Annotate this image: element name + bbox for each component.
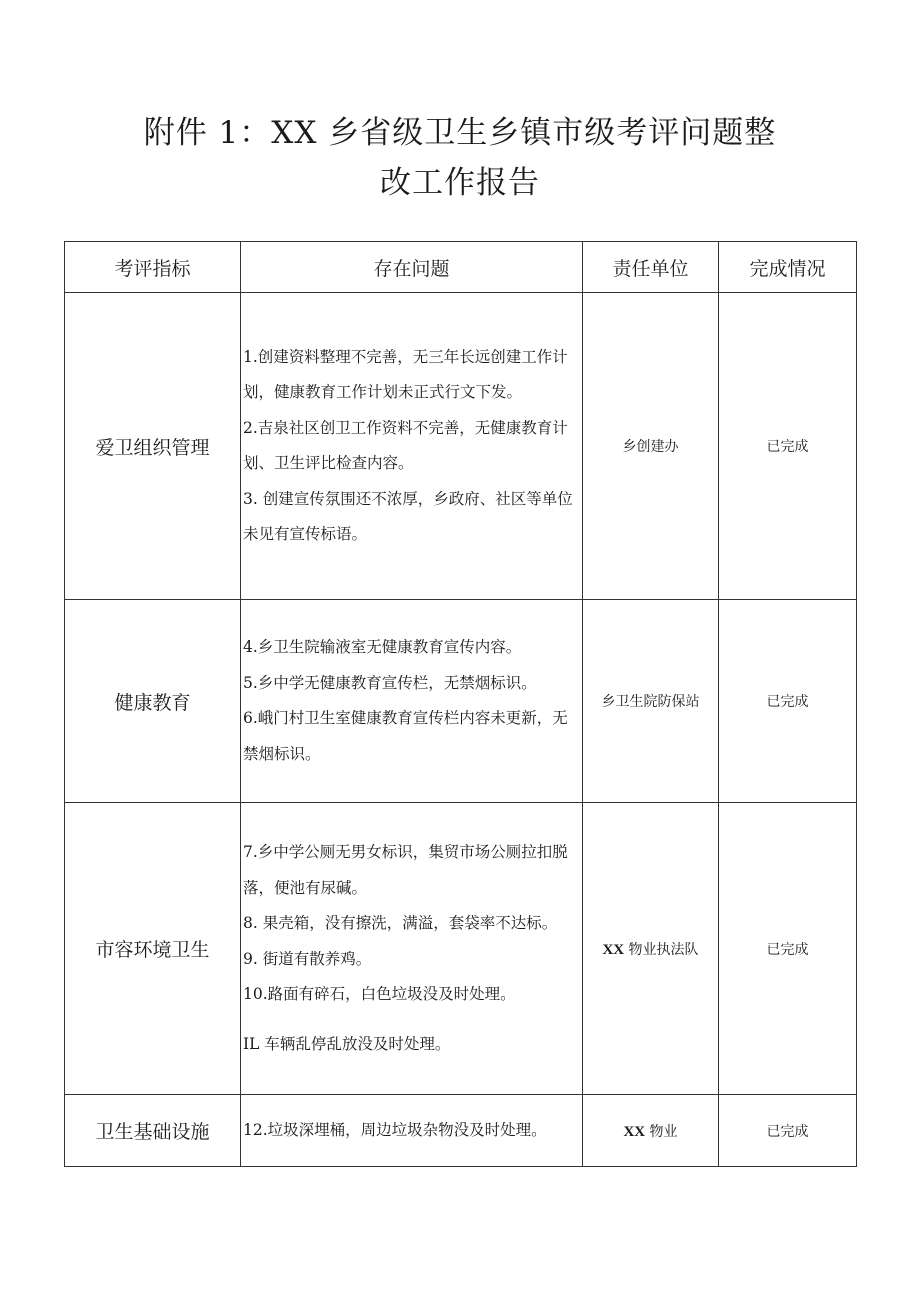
- row-status: 已完成: [719, 600, 857, 803]
- issue-item: 1.创建资料整理不完善，无三年长远创建工作计划，健康教育工作计划未正式行文下发。: [243, 347, 568, 401]
- table-header-row: [65, 242, 857, 293]
- issue-item: 6.峨门村卫生室健康教育宣传栏内容未更新，无禁烟标识。: [243, 709, 568, 763]
- rectification-table: [64, 241, 857, 1167]
- row-status: 已完成: [719, 1095, 857, 1167]
- issue-item: 3. 创建宣传氛围还不浓厚，乡政府、社区等单位未见有宣传标语。: [243, 489, 573, 543]
- issue-item: 2.吉泉社区创卫工作资料不完善，无健康教育计划、卫生评比检查内容。: [243, 418, 568, 472]
- issue-item: 10.路面有碎石，白色垃圾没及时处理。: [243, 985, 516, 1003]
- row-responsible-unit: 乡创建办: [583, 293, 719, 600]
- header-indicator: 考评指标: [65, 242, 241, 293]
- row-category: 市容环境卫生: [65, 803, 241, 1095]
- row-category: 健康教育: [65, 600, 241, 803]
- header-issues: 存在问题: [241, 242, 583, 293]
- document-title: [60, 108, 860, 208]
- row-issues: [241, 600, 583, 803]
- row-responsible-unit: [583, 1095, 719, 1167]
- issue-item: 8. 果壳箱，没有擦洗，满溢，套袋率不达标。: [243, 914, 558, 932]
- header-status: 完成情况: [719, 242, 857, 293]
- row-category: 卫生基础设施: [65, 1095, 241, 1167]
- issue-item: IL 车辆乱停乱放没及时处理。: [243, 1034, 451, 1053]
- issue-item: 12.垃圾深埋桶，周边垃圾杂物没及时处理。: [243, 1120, 547, 1139]
- issue-item: 7.乡中学公厕无男女标识，集贸市场公厕拉扣脱落，便池有尿碱。: [243, 843, 568, 897]
- title-line-1: 附件 1：XX 乡省级卫生乡镇市级考评问题整: [143, 115, 777, 151]
- title-line-2: 改工作报告: [380, 165, 540, 201]
- unit-rest: 物业执法队: [624, 941, 699, 958]
- unit-rest: 物业: [645, 1123, 678, 1140]
- row-responsible-unit: 乡卫生院防保站: [583, 600, 719, 803]
- issue-item: 5.乡中学无健康教育宣传栏，无禁烟标识。: [243, 673, 537, 692]
- row-status: 已完成: [719, 803, 857, 1095]
- table-row: [65, 1095, 857, 1167]
- row-responsible-unit: [583, 803, 719, 1095]
- row-issues: [241, 1095, 583, 1167]
- row-issues: [241, 293, 583, 600]
- unit-prefix: XX: [602, 941, 625, 958]
- header-responsible-unit: 责任单位: [583, 242, 719, 293]
- table-row: [65, 803, 857, 1095]
- table-row: [65, 600, 857, 803]
- row-category: 爱卫组织管理: [65, 293, 241, 600]
- table-row: [65, 293, 857, 600]
- row-issues: [241, 803, 583, 1095]
- row-status: 已完成: [719, 293, 857, 600]
- issue-item: 9. 街道有散养鸡。: [243, 949, 372, 968]
- unit-prefix: XX: [623, 1123, 646, 1140]
- issue-item: 4.乡卫生院输液室无健康教育宣传内容。: [243, 638, 522, 656]
